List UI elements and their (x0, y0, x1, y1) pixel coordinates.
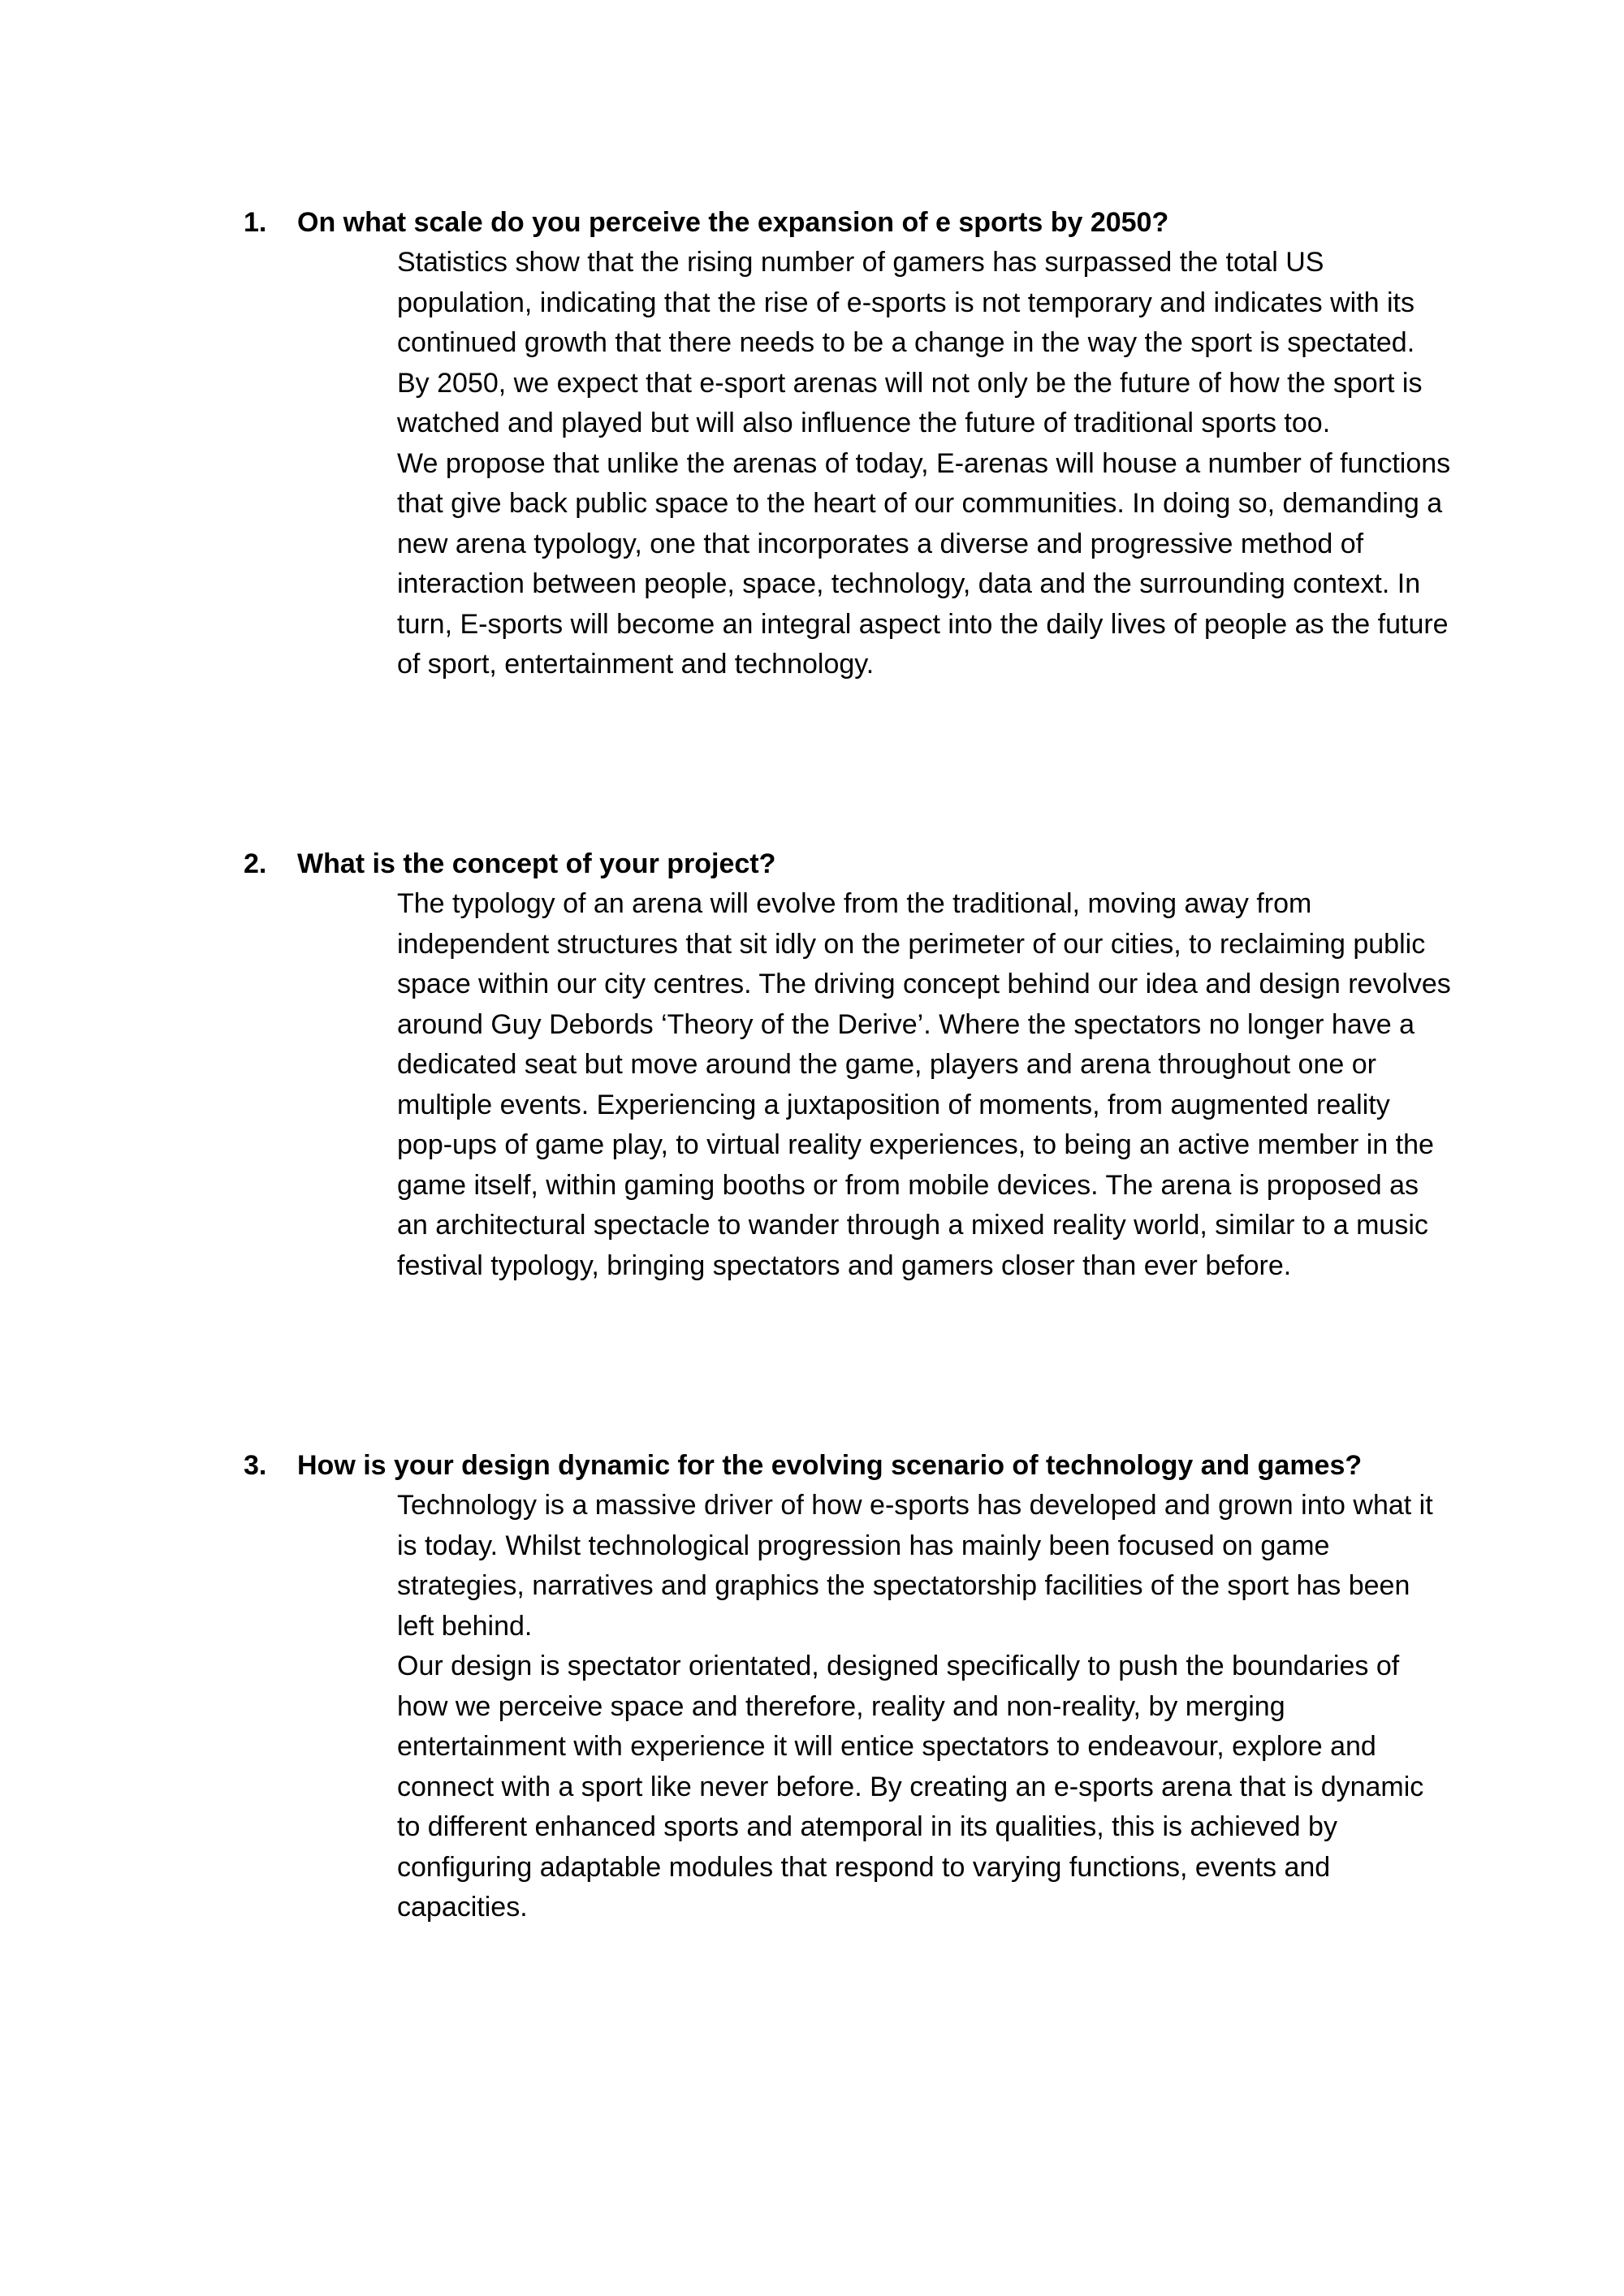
question-block-1 (244, 202, 1451, 685)
question-text: On what scale do you perceive the expansion of e sports by 2050? (297, 207, 1169, 238)
question-text: What is the concept of your project? (297, 848, 776, 879)
question-text: How is your design dynamic for the evolving scenario of technology and games? (297, 1450, 1363, 1481)
answer-paragraph: Technology is a massive driver of how e-sports has developed and grown into what it is today. Whilst technological progression has mainly been focused on game strategies, narratives and graphics the spectatorship facilities of the sport has been left behind. (397, 1490, 1433, 1642)
question-block-2 (244, 844, 1451, 1286)
question-heading (244, 1445, 1445, 1486)
answer-paragraph: We propose that unlike the arenas of today, E-arenas will house a number of functions that give back public space to the heart of our communities. In doing so, demanding a new arena typology, one that incorporates a diverse and progressive method of interaction between people, space, technology, data and the surrounding context. In turn, E-sports will become an integral aspect into the daily lives of people as the future of sport, entertainment and technology. (397, 447, 1451, 680)
question-block-3 (244, 1445, 1445, 1928)
question-number: 2. (244, 848, 267, 879)
question-heading (244, 844, 1445, 884)
question-number: 1. (244, 207, 267, 238)
question-heading (244, 202, 1445, 243)
answer-body (397, 884, 1453, 1286)
answer-paragraph: Our design is spectator orientated, designed specifically to push the boundaries of how we perceive space and therefore, reality and non-reality, by merging entertainment with experience it will entice spectators to endeavour, explore and connect with a sport like never before. By creating an e-sports arena that is dynamic to different enhanced sports and atemporal in its qualities, this is achieved by configuring adaptable modules that respond to varying functions, events and capacities. (397, 1651, 1424, 1923)
answer-body (397, 1486, 1453, 1928)
answer-body (397, 243, 1453, 685)
answer-paragraph: The typology of an arena will evolve from the traditional, moving away from independent structures that sit idly on the perimeter of our cities, to reclaiming public space within our city centres. The driving concept behind our idea and design revolves around Guy Debords ‘Theory of the Derive’. Where the spectators no longer have a dedicated seat but move around the game, players and arena throughout one or multiple events. Experiencing a juxtaposition of moments, from augmented reality pop-ups of game play, to virtual reality experiences, to being an active member in the game itself, within gaming booths or from mobile devices. The arena is proposed as an architectural spectacle to wander through a mixed reality world, similar to a music festival typology, bringing spectators and gamers closer than ever before. (397, 888, 1451, 1281)
question-number: 3. (244, 1450, 267, 1481)
answer-paragraph: Statistics show that the rising number of gamers has surpassed the total US population, indicating that the rise of e-sports is not temporary and indicates with its continued growth that there needs to be a change in the way the sport is spectated. By 2050, we expect that e-sport arenas will not only be the future of how the sport is watched and played but will also influence the future of traditional sports too. (397, 247, 1423, 438)
